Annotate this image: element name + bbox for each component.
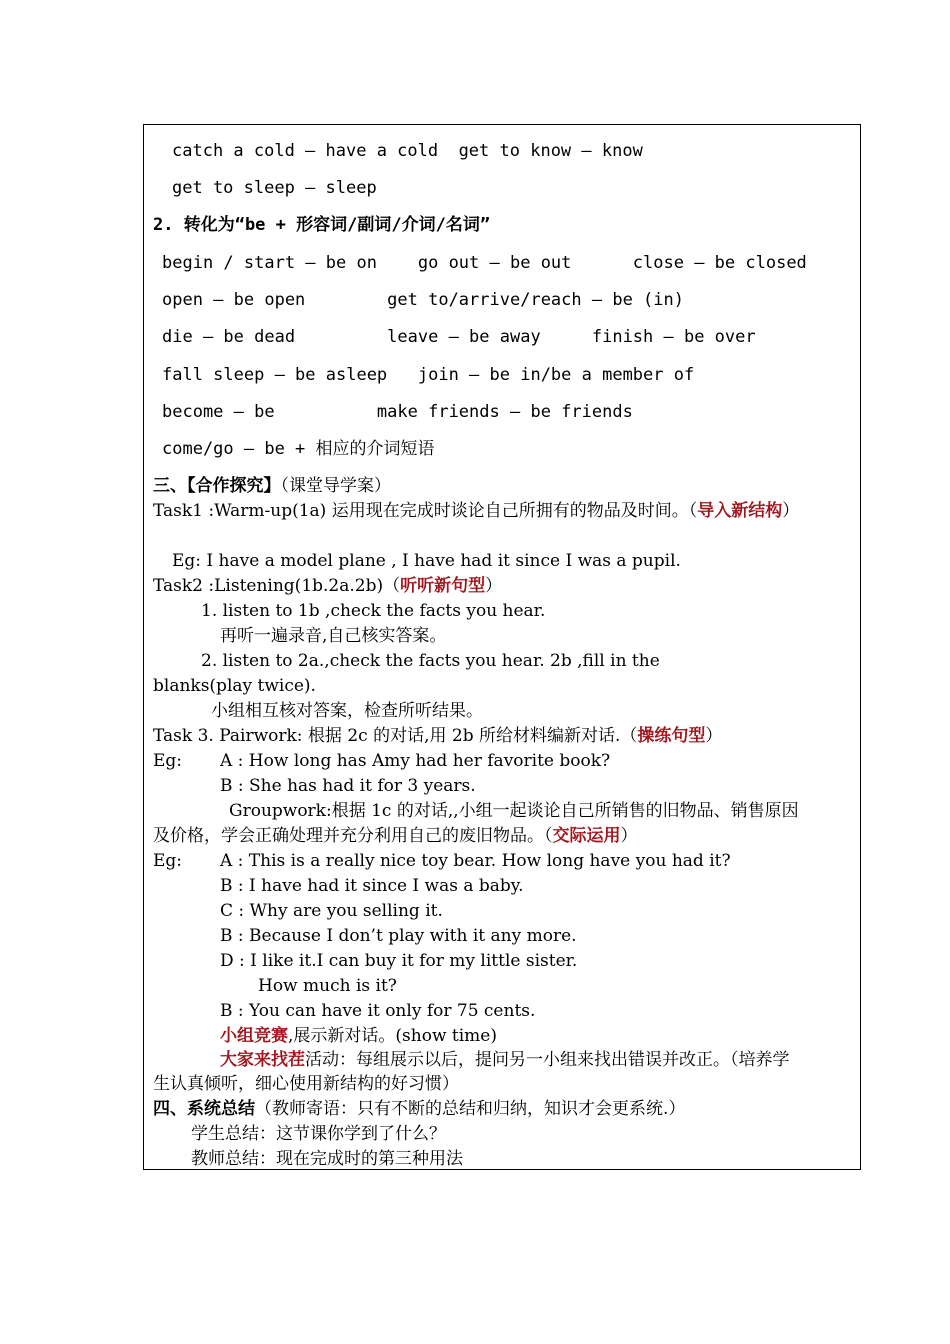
groupwork-text: 及价格，学会正确处理并充分利用自己的废旧物品。（ xyxy=(153,826,553,846)
groupwork-eg-label: Eg: xyxy=(153,851,183,871)
phrase-line-catch-cold: catch a cold — have a cold get to know — know xyxy=(172,141,643,161)
task2-line xyxy=(153,576,502,596)
phrase-line-die: die — be dead leave — be away finish — be over xyxy=(162,327,756,347)
find-mistakes-cont: 生认真倾听，细心使用新结构的好习惯） xyxy=(153,1074,459,1094)
task2-step-1: 1. listen to 1b ,check the facts you hear. xyxy=(201,601,546,621)
section-heading-2: 2. 转化为“be + 形容词/副词/介词/名词” xyxy=(153,215,491,235)
task2-step-1-note: 再听一遍录音,自己核实答案。 xyxy=(220,626,447,646)
section-heading-3 xyxy=(153,476,391,496)
group-contest-text: ,展示新对话。(show time) xyxy=(288,1026,497,1046)
phrase-line-fall-sleep: fall sleep — be asleep join — be in/be a member of xyxy=(162,365,695,385)
task2-highlight: 听听新句型 xyxy=(400,576,486,596)
section-heading-4 xyxy=(153,1099,685,1119)
find-mistakes-highlight: 大家来找茬 xyxy=(220,1050,305,1070)
phrase-line-become: become — be make friends — be friends xyxy=(162,402,633,422)
task3-highlight: 操练句型 xyxy=(637,726,706,746)
dialog-line-b3: B : You can have it only for 75 cents. xyxy=(220,1001,536,1021)
section-3-title: 三、【合作探究】 xyxy=(153,476,281,496)
groupwork-line-2 xyxy=(153,826,638,846)
dialog-line-c: C : Why are you selling it. xyxy=(220,901,443,921)
task2-step-2: 2. listen to 2a.,check the facts you hear. 2b ,fill in the xyxy=(201,651,660,671)
task2-step-2-cont: blanks(play twice). xyxy=(153,676,316,696)
dialog-line-d-cont: How much is it? xyxy=(258,976,397,996)
task2-step-2-note: 小组相互核对答案，检查所听结果。 xyxy=(211,701,483,721)
section-3-note: （课堂导学案） xyxy=(280,476,391,496)
teacher-summary: 教师总结：现在完成时的第三种用法 xyxy=(191,1149,463,1169)
groupwork-close-paren: ） xyxy=(620,826,638,846)
student-summary: 学生总结：这节课你学到了什么？ xyxy=(191,1124,446,1144)
find-mistakes-text: 活动：每组展示以后，提问另一小组来找出错误并改正。（培养学 xyxy=(305,1050,790,1070)
dialog-line-a: A : This is a really nice toy bear. How long have you had it? xyxy=(220,851,731,871)
phrase-line-come-go: come/go — be + 相应的介词短语 xyxy=(162,439,435,459)
section-4-note: （教师寄语：只有不断的总结和归纳，知识才会更系统.） xyxy=(255,1099,686,1119)
group-contest-line xyxy=(220,1026,497,1046)
task1-close-paren: ） xyxy=(782,501,800,521)
find-mistakes-line xyxy=(220,1050,790,1070)
dialog-line-b1: B : I have had it since I was a baby. xyxy=(220,876,524,896)
task1-text: Task1 :Warm-up(1a) 运用现在完成时谈论自己所拥有的物品及时间。（ xyxy=(153,501,698,521)
group-contest-highlight: 小组竞赛 xyxy=(220,1026,288,1046)
pairwork-line-a: A : How long has Amy had her favorite book? xyxy=(220,751,611,771)
phrase-line-open: open — be open get to/arrive/reach — be (in) xyxy=(162,290,684,310)
groupwork-line-1: Groupwork:根据 1c 的对话,,小组一起谈论自己所销售的旧物品、销售原因 xyxy=(229,801,799,821)
pairwork-eg-label: Eg: xyxy=(153,751,183,771)
phrase-line-get-to-sleep: get to sleep — sleep xyxy=(172,178,377,198)
task3-text: Task 3. Pairwork: 根据 2c 的对话,用 2b 所给材料编新对话.（ xyxy=(153,726,638,746)
task1-highlight: 导入新结构 xyxy=(697,501,783,521)
task3-line xyxy=(153,726,722,746)
task1-example: Eg: I have a model plane , I have had it since I was a pupil. xyxy=(172,551,681,571)
task3-close-paren: ） xyxy=(705,726,723,746)
phrase-line-begin: begin / start — be on go out — be out close — be closed xyxy=(162,253,807,273)
dialog-line-d: D : I like it.I can buy it for my little sister. xyxy=(220,951,578,971)
task1-line xyxy=(153,501,799,521)
task2-close-paren: ） xyxy=(485,576,503,596)
dialog-line-b2: B : Because I don’t play with it any more. xyxy=(220,926,577,946)
pairwork-line-b: B : She has had it for 3 years. xyxy=(220,776,476,796)
task2-text: Task2 :Listening(1b.2a.2b)（ xyxy=(153,576,401,596)
section-4-title: 四、系统总结 xyxy=(153,1099,255,1119)
groupwork-highlight: 交际运用 xyxy=(552,826,621,846)
